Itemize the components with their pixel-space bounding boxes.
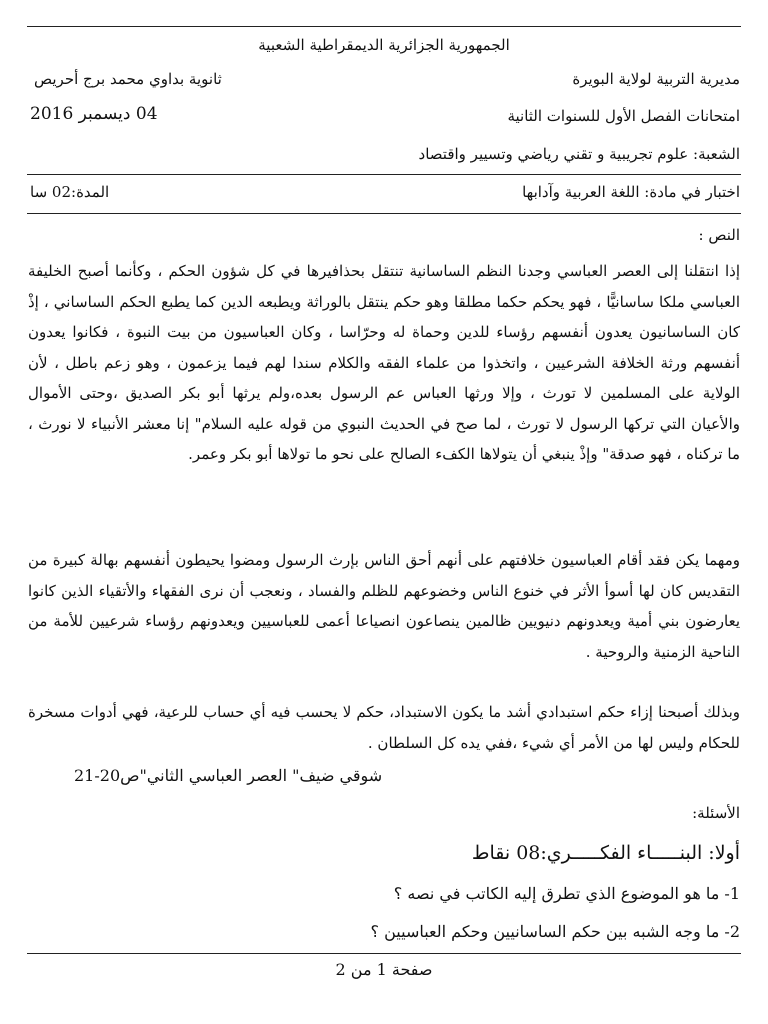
- duration-label: المدة:02 سا: [30, 183, 110, 201]
- footer-rule: [27, 953, 741, 954]
- paragraph-3: وبذلك أصبحنا إزاء حكم استبدادي أشد ما يكون الاستبداد، حكم لا يحسب فيه أي حساب للرعية، فهي أدوات مسخرة للحكام وليس لها من الأمر أي شيء ،ففي يده كل السلطان .: [28, 703, 740, 752]
- paragraph-1: إذا انتقلنا إلى العصر العباسي وجدنا النظم الساسانية تنتقل بحذافيرها في كل شؤون الحكم ، وكأنما أصبح الخليفة العباسي ملكا ساسانيًّا ، فهو يحكم حكما مطلقا وهو حكم ينتقل بالوراثة ويطبعه الدين كما يطبع الحكم الساساني ، إذْ كان الساسانيون يعدون أنفسهم رؤساء للدين وحماة له وحرّاسا ، وكان العباسيون من بيت النبوة ، فكانوا يعدون أنفسهم ورثة الخلافة الشرعيين ، واتخذوا من علماء الفقه والكلام سندا لهم فيما يزعمون ، وهو زعم باطل ، لأن الولاية على المسلمين لا تورث ، وإلا ورثها العباس عم الرسول بعده،ولم يرثها أبو بكر الصديق ،وحتى الأموال والأعيان التي تركها الرسول لا تورث ، لما صح في الحديث النبوي من قوله عليه السلام" إنا معشر الأنبياء لا نورث ، ما تركناه ، فهو صدقة" وإذْ ينبغي أن يتولاها الكفء الصالح على نحو ما تولاها أبو بكر وعمر.: [28, 262, 740, 463]
- subject-bottom-rule: [27, 213, 741, 214]
- directorate-label: مديرية التربية لولاية البويرة: [572, 70, 740, 88]
- exam-title: امتحانات الفصل الأول للسنوات الثانية: [507, 107, 740, 125]
- text-heading: النص :: [698, 226, 740, 244]
- questions-heading: الأسئلة:: [692, 804, 740, 822]
- subject-top-rule: [27, 174, 741, 175]
- question-2: 2- ما وجه الشبه بين حكم الساسانيين وحكم العباسيين ؟: [370, 922, 740, 941]
- republic-title: الجمهورية الجزائرية الديمقراطية الشعبية: [258, 36, 510, 54]
- source-citation: شوقي ضيف" العصر العباسي الثاني"ص20-21: [74, 766, 383, 785]
- top-rule: [27, 26, 741, 27]
- school-label: ثانوية بداوي محمد برج أحريص: [34, 70, 222, 88]
- question-1: 1- ما هو الموضوع الذي تطرق إليه الكاتب في نصه ؟: [393, 884, 740, 903]
- branch-label: الشعبة: علوم تجريبية و تقني رياضي وتسيير واقتصاد: [418, 145, 740, 163]
- part-title: أولا: البنـــــاء الفكـــــري:08 نقاط: [471, 842, 740, 864]
- paragraph-2: ومهما يكن فقد أقام العباسيون خلافتهم على أنهم أحق الناس بإرث الرسول ومضوا يحيطون أنفسهم بهالة كبيرة من التقديس كان لها أسوأ الأثر في خنوع الناس وخضوعهم للظلم والفساد ، ونعجب أن نرى الفقهاء والأتقياء الذين كانوا يعارضون بني أمية ويعدونهم دنيويين ظالمين ينصاعون انصياعا أعمى للعباسيين ويعدونهم رؤساء شرعيين للأمة من الناحية الزمنية والروحية .: [28, 551, 740, 661]
- subject-label: اختبار في مادة: اللغة العربية وآدابها: [522, 183, 740, 201]
- page-number: صفحة 1 من 2: [335, 960, 433, 979]
- exam-date: 04 ديسمبر 2016: [30, 104, 158, 124]
